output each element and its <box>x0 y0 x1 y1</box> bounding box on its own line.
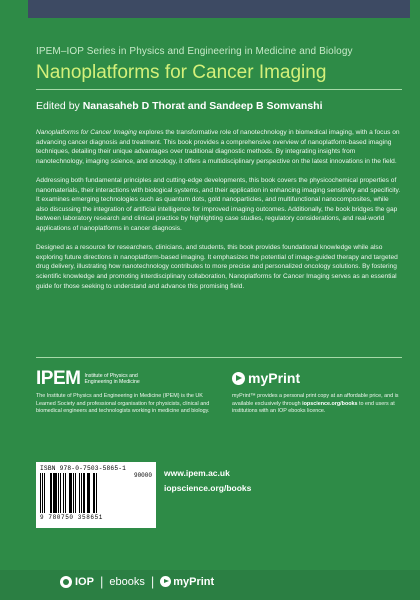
myprint-description <box>232 393 407 416</box>
blurb-book-title: Nanoplatforms for Cancer Imaging <box>36 129 137 136</box>
ipem-subtitle-line-2: Engineering in Medicine <box>84 379 140 385</box>
blurb-paragraph-3: Designed as a resource for researchers, clinicians, and students, this book provides foundational knowledge while also exploring future directions in nanoplatform-based imaging. It emphasizes the potential of image-guided therapy and targeted drug delivery, illustrating how nanotechnology contributes to more precise and personalized oncology solutions. By fostering scientific knowledge and promoting interdisciplinary collaboration, Nanoplatforms for Cancer Imaging serves as an essential guide for those seeking to understand and advance this promising field. <box>36 244 398 290</box>
blurb-paragraph-2: Addressing both fundamental principles and cutting-edge developments, this book covers the physicochemical properties of nanomaterials, their interactions with biological systems, and their application in enhancing imaging sensitivity and specificity. It examines emerging technologies such as quantum dots, gold nanoparticles, and multifunctional nanocomposites, while also discussing the integration of artificial intelligence for improved imaging outcomes. Additionally, the book bridges the gap between laboratory research and clinical practice by highlighting case studies, regulatory considerations, and real-world applications of nanoplatforms in cancer diagnosis. <box>36 176 401 232</box>
ipem-subtitle-line-1: Institute of Physics and <box>84 373 138 379</box>
myprint-link[interactable]: iopscience.org/books <box>302 400 358 407</box>
barcode-digits: 9 780750 358651 <box>40 514 104 521</box>
iopscience-books-link[interactable]: iopscience.org/books <box>164 483 252 493</box>
editors-line <box>36 100 323 112</box>
logo-separator: | <box>150 574 155 589</box>
ipem-website-link[interactable]: www.ipem.ac.uk <box>164 468 230 478</box>
myprint-footer-icon <box>160 576 171 587</box>
myprint-text-b: to end users at institutions with an IOP ebooks licence. <box>232 400 395 415</box>
myprint-wordmark: myPrint <box>248 370 301 386</box>
play-icon <box>232 372 245 385</box>
logo-separator: | <box>99 574 104 589</box>
book-title: Nanoplatforms for Cancer Imaging <box>36 62 327 83</box>
myprint-footer-wordmark: myPrint <box>173 575 215 588</box>
isbn: ISBN 978-0-7503-5865-1 <box>40 465 127 472</box>
ipem-logo <box>36 368 140 390</box>
myprint-logo <box>232 370 300 386</box>
barcode-stripe <box>96 473 97 513</box>
divider <box>36 357 402 358</box>
myprint-text-a: myPrint™ provides a personal print copy at an affordable price, and is available exclusively through <box>232 393 399 407</box>
footer-logos <box>60 574 214 589</box>
editors-prefix: Edited by <box>36 100 83 112</box>
website-links <box>164 466 251 496</box>
price-code: 90000 <box>133 472 152 479</box>
ipem-description: The Institute of Physics and Engineering in Medicine (IPEM) is the UK Learned Society and professional organisation for physicists, clinical and biomedical engineers and technologists working in medicine and biology. <box>36 393 210 415</box>
divider <box>36 89 402 90</box>
blurb-paragraph-1 <box>36 128 402 166</box>
barcode-bars <box>40 473 152 513</box>
barcode <box>36 462 156 528</box>
ipem-subtitle <box>84 373 139 385</box>
blurb-paragraph-1-text: explores the transformative role of nanotechnology in biomedical imaging, with a focus on advancing cancer diagnosis and treatment. This book provides a comprehensive overview of nanoplatform-based imaging techniques, detailing their unique advantages over traditional diagnostic methods. By integrating insights from nanotechnology, imaging science, and oncology, it offers a multidisciplinary perspective on the latest innovations in the field. <box>36 129 400 165</box>
iop-logo-icon <box>60 576 72 588</box>
top-bar <box>28 0 410 18</box>
iop-wordmark: IOP <box>75 575 94 588</box>
ipem-mark: IPEM <box>36 368 81 389</box>
editor-names: Nanasaheb D Thorat and Sandeep B Somvanshi <box>82 100 323 112</box>
ebooks-wordmark: ebooks <box>109 575 145 588</box>
series-title: IPEM–IOP Series in Physics and Engineering in Medicine and Biology <box>36 46 353 57</box>
blurb <box>36 128 402 301</box>
